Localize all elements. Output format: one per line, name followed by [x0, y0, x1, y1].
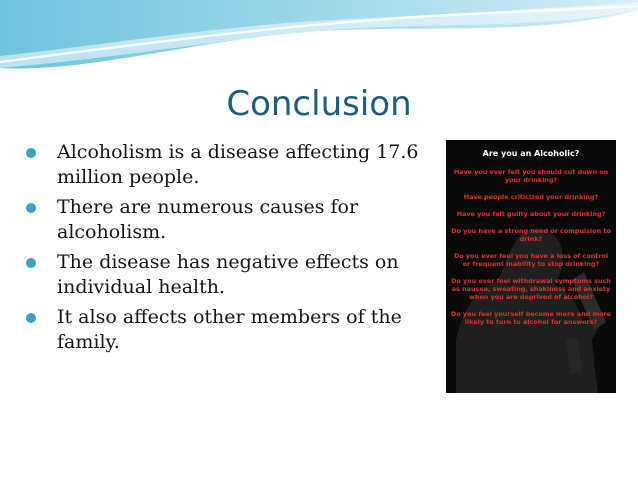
poster-question: Have you felt guilty about your drinking?	[456, 210, 606, 218]
bullet-dot-icon	[26, 148, 36, 158]
poster-question: Have people criticized your drinking?	[463, 193, 599, 201]
poster-question: Do you ever feel you have a loss of control or frequent inability to stop drinking?	[453, 252, 609, 268]
alcoholism-questionnaire-poster	[446, 140, 616, 393]
poster-question: Have you ever felt you should cut down on your drinking?	[453, 168, 609, 184]
poster-question-list	[450, 168, 612, 335]
bullet-item	[22, 140, 432, 190]
slide-title: Conclusion	[226, 84, 412, 124]
poster-question: Do you have a strong need or compulsion to drink?	[451, 227, 611, 243]
bullet-text: There are numerous causes for alcoholism.	[57, 196, 359, 243]
header-wave-decoration	[0, 0, 638, 80]
bullet-item	[22, 195, 432, 245]
bullet-item	[22, 250, 432, 300]
poster-question: Do you feel yourself become more and more likely to turn to alcohol for answers?	[451, 310, 611, 326]
poster-title: Are you an Alcoholic?	[482, 149, 580, 158]
bullet-text: The disease has negative effects on individual health.	[57, 251, 399, 298]
bullet-dot-icon	[26, 313, 36, 323]
bullet-dot-icon	[26, 258, 36, 268]
bullet-text: It also affects other members of the family.	[57, 306, 402, 353]
poster-question: Do you ever feel withdrawal symptoms such as nausea, sweating, shakiness and anxiety when you are deprived of alcohol?	[451, 277, 611, 301]
bullet-item	[22, 305, 432, 355]
bullet-dot-icon	[26, 203, 36, 213]
bullet-text: Alcoholism is a disease affecting 17.6 million people.	[57, 141, 419, 188]
bullet-list	[22, 140, 432, 360]
